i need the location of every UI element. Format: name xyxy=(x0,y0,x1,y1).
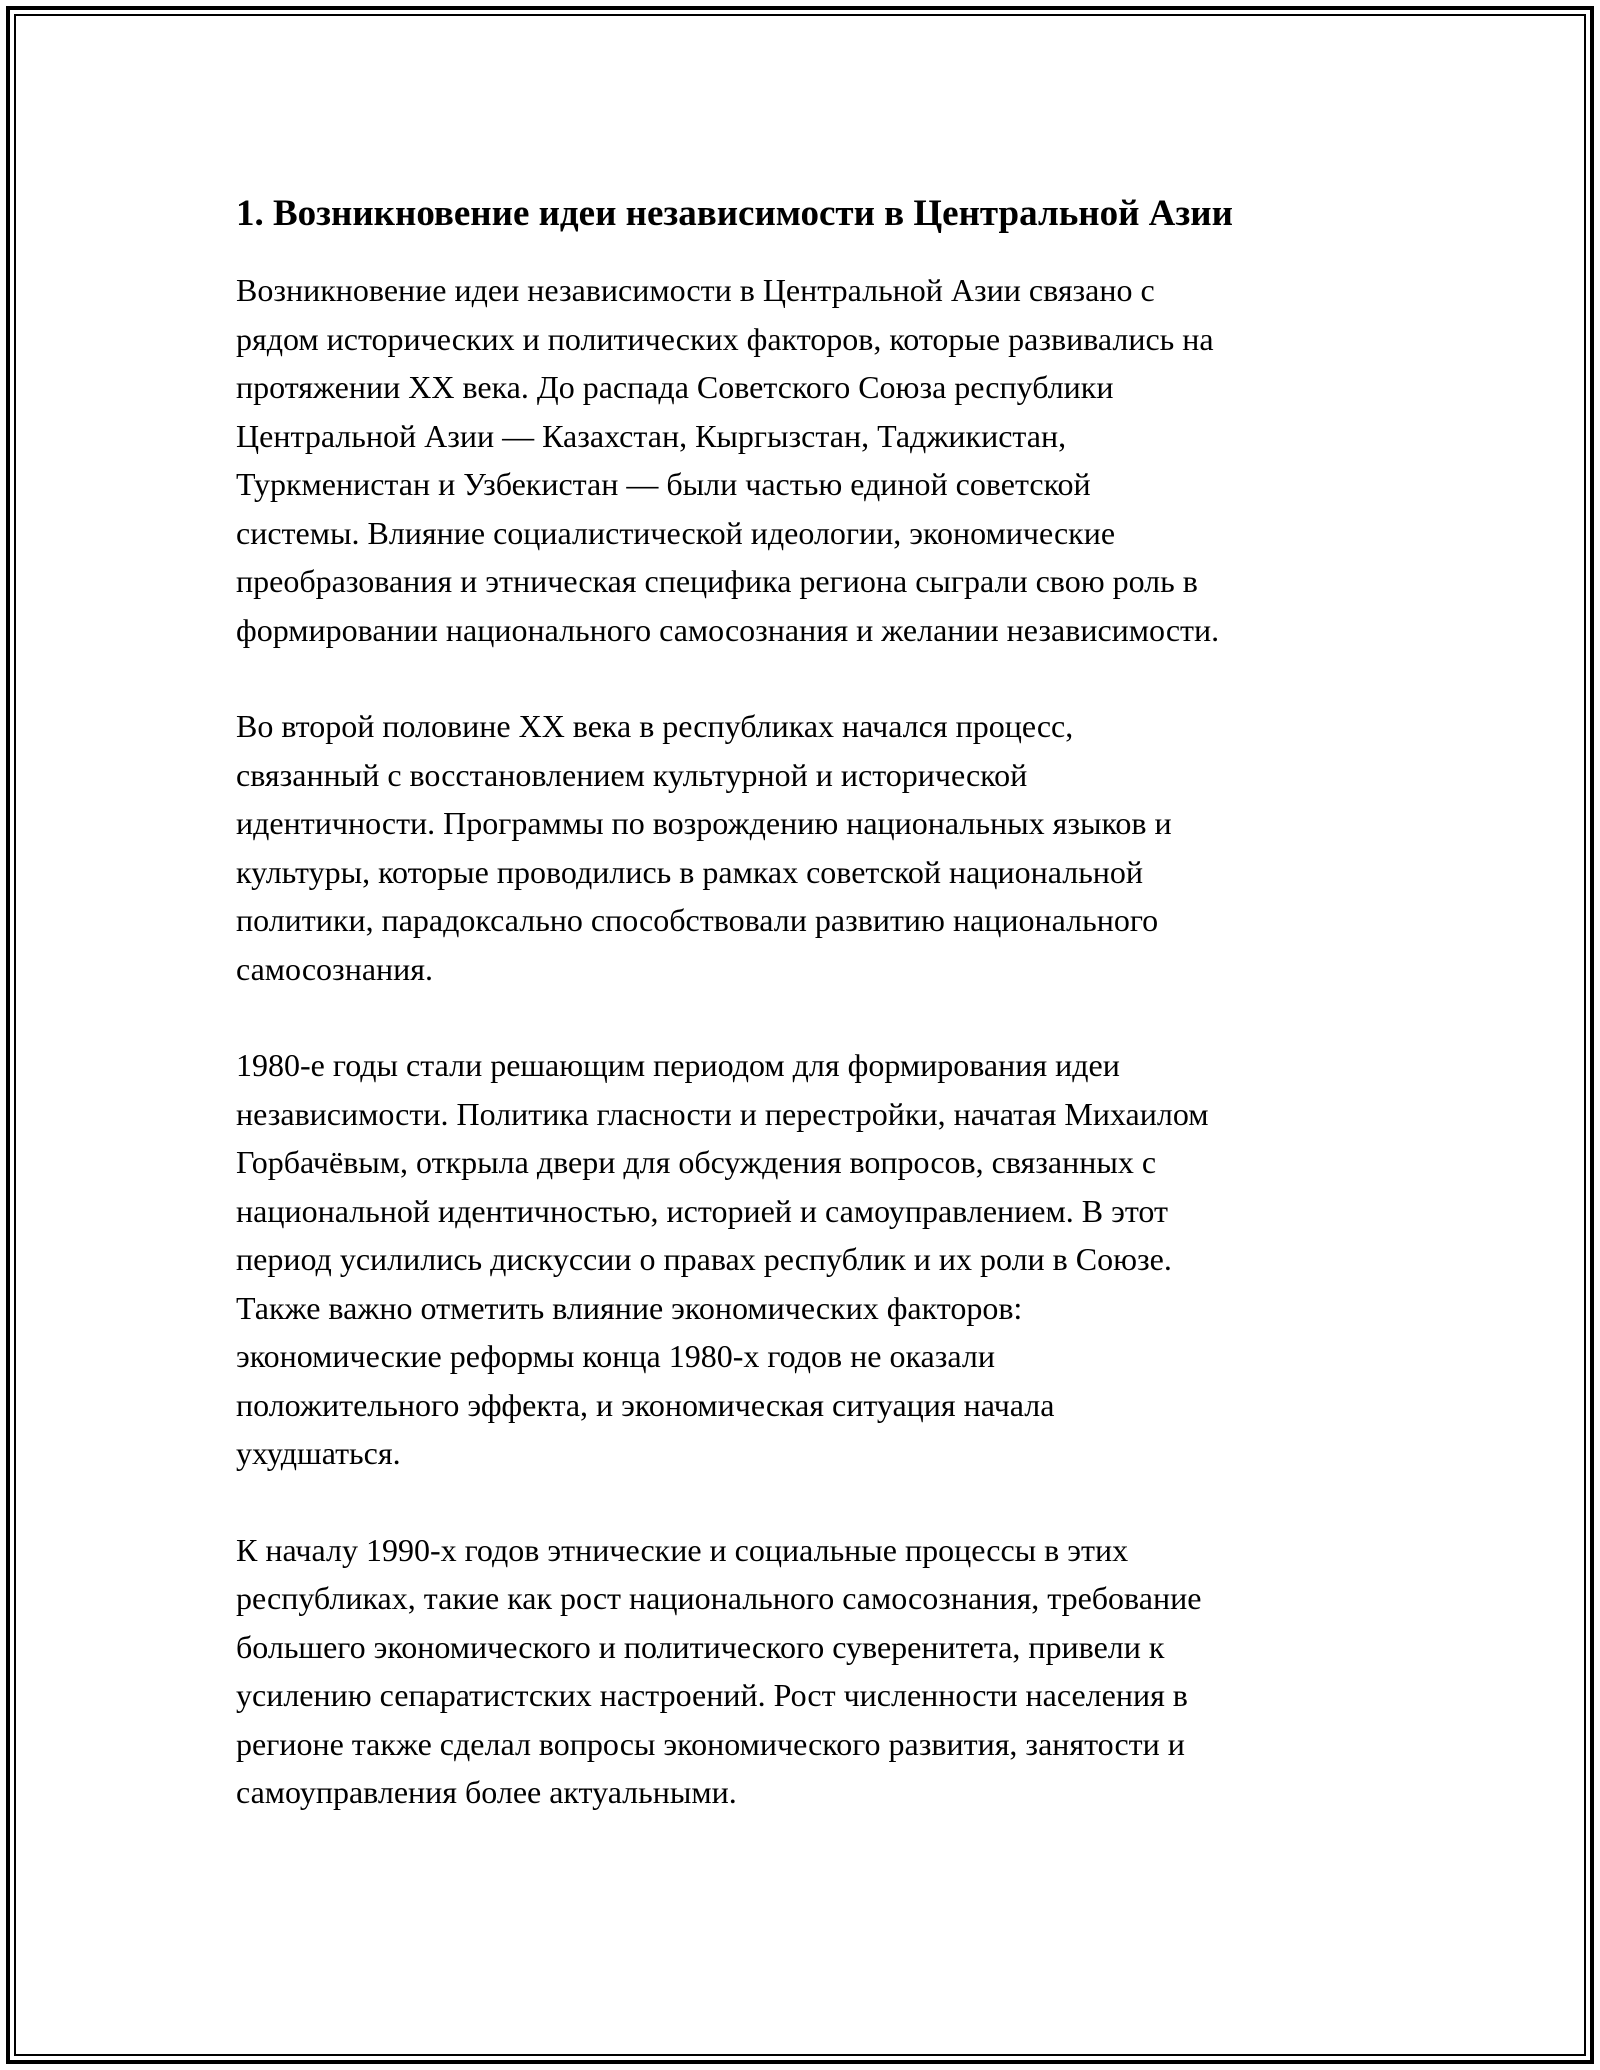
section-heading: 1. Возникновение идеи независимости в Центральной Азии xyxy=(236,193,1233,234)
paragraph xyxy=(236,702,1386,993)
text-line: формировании национального самосознания и желании независимости. xyxy=(236,611,1220,648)
text-line: ухудшаться. xyxy=(236,1435,401,1471)
text-line: Горбачёвым, открыла двери для обсуждения вопросов, связанных с xyxy=(236,1144,1157,1180)
paragraph xyxy=(236,266,1386,654)
text-line: Возникновение идеи независимости в Центральной Азии связано с xyxy=(236,272,1155,308)
text-line: политики, парадоксально способствовали развитию национального xyxy=(236,902,1159,938)
text-line: идентичности. Программы по возрождению национальных языков и xyxy=(236,805,1172,841)
text-line: самоуправления более актуальными. xyxy=(236,1774,737,1810)
text-line: К началу 1990-х годов этнические и социальные процессы в этих xyxy=(236,1531,1129,1568)
text-line: Также важно отметить влияние экономических факторов: xyxy=(236,1289,1023,1326)
text-line: независимости. Политика гласности и перестройки, начатая Михаилом xyxy=(236,1095,1209,1132)
paragraph xyxy=(236,1526,1386,1817)
paragraphs-container xyxy=(236,266,1386,1817)
text-line: Во второй половине XX века в республиках начался процесс, xyxy=(236,708,1074,744)
text-line: регионе также сделал вопросы экономического развития, занятости и xyxy=(236,1725,1185,1762)
text-line: 1980-е годы стали решающим периодом для формирования идеи xyxy=(236,1047,1120,1083)
text-line: Туркменистан и Узбекистан — были частью единой советской xyxy=(236,466,1091,502)
text-line: самосознания. xyxy=(236,950,433,987)
text-line: рядом исторических и политических факторов, которые развивались на xyxy=(236,320,1214,357)
text-line: системы. Влияние социалистической идеологии, экономические xyxy=(236,514,1116,551)
text-line: большего экономического и политического суверенитета, привели к xyxy=(236,1628,1165,1665)
document-body xyxy=(236,190,1386,1865)
text-line: национальной идентичностью, историей и самоуправлением. В этот xyxy=(236,1192,1168,1229)
text-line: Центральной Азии — Казахстан, Кыргызстан, Таджикистан, xyxy=(236,417,1067,454)
text-line: усилению сепаратистских настроений. Рост численности населения в xyxy=(236,1677,1188,1713)
text-line: культуры, которые проводились в рамках советской национальной xyxy=(236,853,1144,890)
paragraph xyxy=(236,1041,1386,1478)
text-line: связанный с восстановлением культурной и исторической xyxy=(236,756,1028,793)
text-line: республиках, такие как рост национального самосознания, требование xyxy=(236,1580,1202,1616)
text-line: протяжении XX века. До распада Советского Союза республики xyxy=(236,369,1114,405)
text-line: экономические реформы конца 1980-х годов не оказали xyxy=(236,1338,995,1374)
text-line: положительного эффекта, и экономическая ситуация начала xyxy=(236,1386,1055,1423)
text-line: период усилились дискуссии о правах республик и их роли в Союзе. xyxy=(236,1241,1172,1277)
text-line: преобразования и этническая специфика региона сыграли свою роль в xyxy=(236,563,1198,599)
